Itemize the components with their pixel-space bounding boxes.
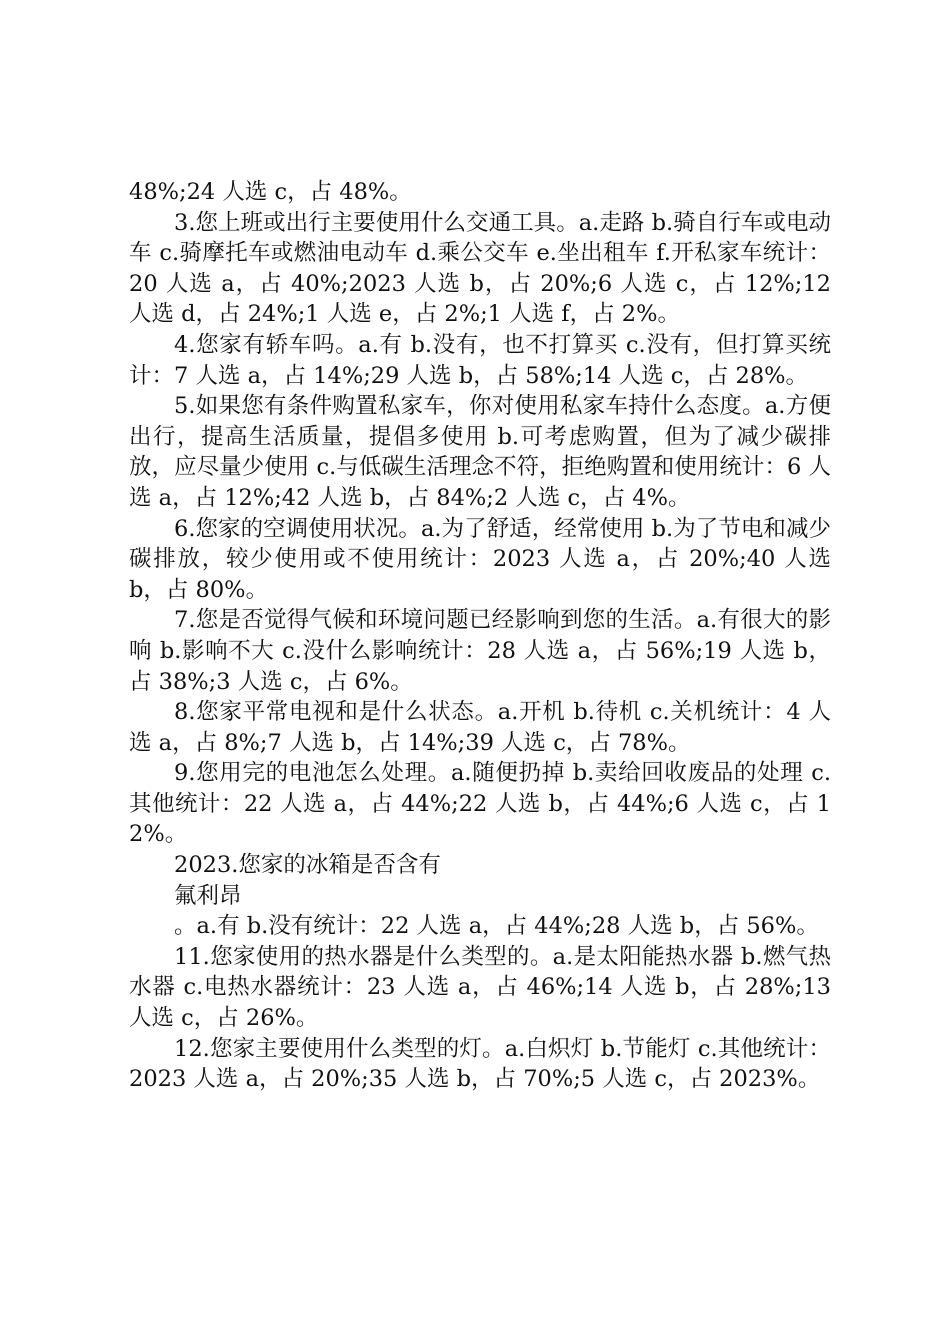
paragraph-q2-result: 48%;24 人选 c，占 48%。 — [129, 179, 412, 205]
paragraph-q10-title: 2023.您家的冰箱是否含有 — [174, 852, 441, 879]
paragraph-q9: 9.您用完的电池怎么处理。a.随便扔掉 b.卖给回收废品的处理 c.其他统计：22 人选 a，占 44%;22 人选 b，占 44%;6 人选 c，占 12%。 — [129, 760, 831, 848]
paragraph-q11: 11.您家使用的热水器是什么类型的。a.是太阳能热水器 b.燃气热水器 c.电热水器统计：23 人选 a，占 46%;14 人选 b，占 28%;13 人选 c，占 26%。 — [129, 943, 831, 1032]
paragraph-q4: 4.您家有轿车吗。a.有 b.没有，也不打算买 c.没有，但打算买统计：7 人选 a，占 14%;29 人选 b，占 58%;14 人选 c，占 28%。 — [129, 331, 831, 389]
paragraph-q12: 12.您家主要使用什么类型的灯。a.白炽灯 b.节能灯 c.其他统计：2023 人选 a，占 20%;35 人选 b，占 70%;5 人选 c，占 2023%。 — [129, 1035, 831, 1093]
paragraph-q10-result: 。a.有 b.没有统计：22 人选 a，占 44%;28 人选 b，占 56%。 — [174, 913, 819, 940]
document-body — [129, 177, 831, 1095]
paragraph-q10-term: 氟利昂 — [174, 882, 242, 909]
paragraph-q3: 3.您上班或出行主要使用什么交通工具。a.走路 b.骑自行车或电动车 c.骑摩托车或燃油电动车 d.乘公交车 e.坐出租车 f.开私家车统计：20 人选 a，占 40%;2023 人选 b，占 20%;6 人选 c，占 12%;12 人选 d，占 24%;1 人选 e，占 2%;1 人选 f，占 2%。 — [129, 209, 831, 328]
paragraph-q8: 8.您家平常电视和是什么状态。a.开机 b.待机 c.关机统计：4 人选 a，占 8%;7 人选 b，占 14%;39 人选 c，占 78%。 — [129, 699, 831, 756]
paragraph-q7: 7.您是否觉得气候和环境问题已经影响到您的生活。a.有很大的影响 b.影响不大 c.没什么影响统计：28 人选 a，占 56%;19 人选 b，占 38%;3 人选 c，占 6%。 — [129, 607, 831, 695]
paragraph-q5: 5.如果您有条件购置私家车，你对使用私家车持什么态度。a.方便出行，提高生活质量，提倡多使用 b.可考虑购置，但为了减少碳排放，应尽量少使用 c.与低碳生活理念不符，拒绝购置和使用统计：6 人选 a，占 12%;42 人选 b，占 84%;2 人选 c，占 4%。 — [129, 393, 831, 511]
paragraph-q6: 6.您家的空调使用状况。a.为了舒适，经常使用 b.为了节电和减少碳排放，较少使用或不使用统计：2023 人选 a，占 20%;40 人选 b，占 80%。 — [129, 515, 831, 603]
